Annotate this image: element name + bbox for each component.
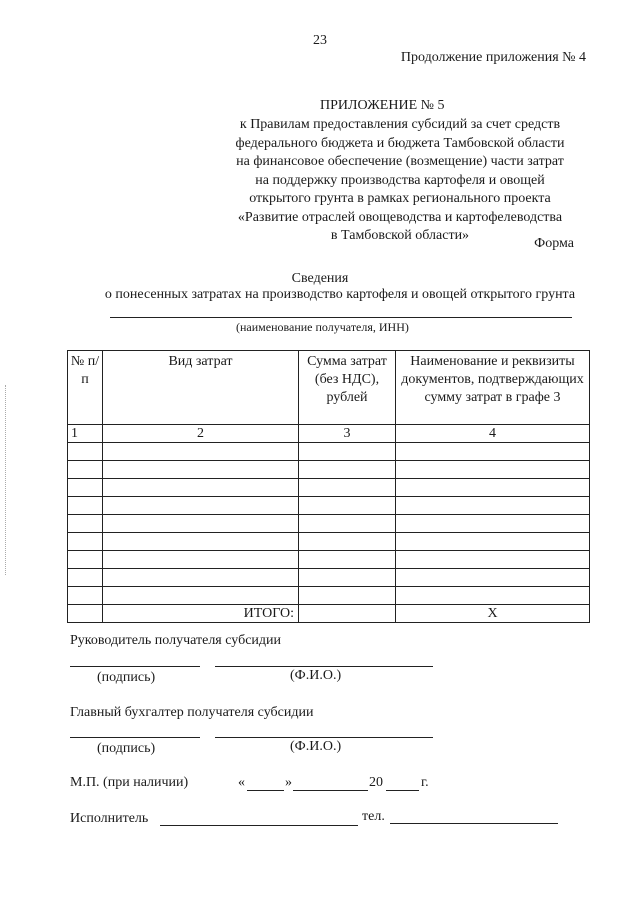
table-cell[interactable]: [103, 569, 299, 587]
appendix-title: ПРИЛОЖЕНИЕ № 5: [320, 98, 445, 113]
head-name-caption: (Ф.И.О.): [290, 668, 342, 683]
date-day-field[interactable]: [247, 790, 284, 791]
appendix-line: в Тамбовской области»: [330, 228, 470, 243]
appendix-description: [200, 116, 600, 246]
table-cell[interactable]: [68, 587, 103, 605]
table-cell[interactable]: [68, 551, 103, 569]
column-number: 4: [396, 425, 590, 443]
appendix-line: открытого грунта в рамках регионального проекта: [249, 191, 551, 206]
page-number: 23: [313, 33, 327, 48]
table-row: [68, 569, 590, 587]
table-cell[interactable]: [103, 443, 299, 461]
executor-label: Исполнитель: [70, 811, 149, 826]
head-signature-caption: (подпись): [97, 670, 156, 685]
table-row: [68, 443, 590, 461]
total-empty-cell: [68, 605, 103, 623]
appendix-line: на поддержку производства картофеля и овощей: [255, 172, 545, 188]
date-year-prefix: 20: [369, 775, 383, 790]
costs-table: [67, 350, 590, 623]
table-cell[interactable]: [68, 461, 103, 479]
document-title: Сведения: [291, 271, 349, 286]
date-month-field[interactable]: [293, 790, 368, 791]
head-signature-field[interactable]: [70, 666, 200, 667]
table-cell[interactable]: [103, 479, 299, 497]
total-row: [68, 605, 590, 623]
header-number: [68, 351, 103, 425]
total-docs-cell: Х: [396, 605, 590, 623]
table-cell[interactable]: [68, 569, 103, 587]
header-cost-type: [103, 351, 299, 425]
table-cell[interactable]: [396, 533, 590, 551]
accountant-signature-field[interactable]: [70, 737, 200, 738]
executor-field[interactable]: [160, 825, 358, 826]
table-cell[interactable]: [396, 461, 590, 479]
appendix-line: к Правилам предоставления субсидий за счет средств: [239, 117, 561, 132]
appendix-line: на финансовое обеспечение (возмещение) части затрат: [236, 154, 564, 169]
date-year-suffix: г.: [421, 775, 429, 790]
table-row: [68, 551, 590, 569]
table-cell[interactable]: [299, 443, 396, 461]
table-cell[interactable]: [68, 479, 103, 497]
table-cell[interactable]: [396, 497, 590, 515]
column-number: 1: [68, 425, 103, 443]
table-row: [68, 587, 590, 605]
binding-margin-marks: [5, 385, 6, 575]
accountant-signature-caption: (подпись): [97, 741, 156, 756]
document-subtitle: о понесенных затратах на производство картофеля и овощей открытого грунта: [104, 287, 576, 302]
table-cell[interactable]: [103, 551, 299, 569]
table-cell[interactable]: [299, 587, 396, 605]
phone-label: тел.: [362, 809, 385, 824]
table-cell[interactable]: [103, 533, 299, 551]
head-signature-label: Руководитель получателя субсидии: [70, 633, 282, 648]
recipient-name-field[interactable]: [110, 317, 572, 318]
column-number: 2: [103, 425, 299, 443]
table-row: [68, 497, 590, 515]
accountant-signature-label: Главный бухгалтер получателя субсидии: [70, 705, 314, 720]
phone-field[interactable]: [390, 823, 558, 824]
appendix-line: федерального бюджета и бюджета Тамбовской области: [235, 135, 565, 151]
total-sum-cell[interactable]: [299, 605, 396, 623]
table-cell[interactable]: [396, 443, 590, 461]
table-cell[interactable]: [396, 569, 590, 587]
continuation-note: Продолжение приложения № 4: [400, 50, 586, 65]
appendix-line: «Развитие отраслей овощеводства и картофелеводства: [237, 209, 563, 225]
table-cell[interactable]: [396, 587, 590, 605]
header-documents: [396, 351, 590, 425]
header-cost-type-text: Вид затрат: [168, 354, 233, 369]
table-cell[interactable]: [299, 551, 396, 569]
accountant-name-caption: (Ф.И.О.): [290, 739, 342, 754]
column-number-row: [68, 425, 590, 443]
table-cell[interactable]: [68, 515, 103, 533]
table-cell[interactable]: [68, 443, 103, 461]
header-documents-text: Наименование и реквизиты документов, подтверждающих сумму затрат в графе 3: [401, 354, 584, 405]
table-cell[interactable]: [299, 569, 396, 587]
stamp-label: М.П. (при наличии): [70, 775, 189, 790]
table-cell[interactable]: [299, 479, 396, 497]
table-cell[interactable]: [396, 551, 590, 569]
table-cell[interactable]: [299, 515, 396, 533]
table-cell[interactable]: [68, 533, 103, 551]
table-cell[interactable]: [103, 515, 299, 533]
table-row: [68, 461, 590, 479]
header-number-text: № п/п: [70, 354, 100, 387]
table-cell[interactable]: [396, 479, 590, 497]
date-open-quote: «: [238, 775, 245, 790]
table-cell[interactable]: [103, 497, 299, 515]
table-row: [68, 479, 590, 497]
table-header-row: [68, 351, 590, 425]
table-cell[interactable]: [103, 461, 299, 479]
table-cell[interactable]: [396, 515, 590, 533]
date-close-quote: »: [285, 775, 292, 790]
header-cost-sum: [299, 351, 396, 425]
table-cell[interactable]: [299, 461, 396, 479]
form-label: Форма: [534, 236, 574, 251]
table-cell[interactable]: [299, 497, 396, 515]
recipient-caption: (наименование получателя, ИНН): [236, 320, 409, 334]
accountant-name-field[interactable]: [215, 737, 433, 738]
head-name-field[interactable]: [215, 666, 433, 667]
date-year-field[interactable]: [386, 790, 419, 791]
table-cell[interactable]: [299, 533, 396, 551]
table-row: [68, 533, 590, 551]
table-cell[interactable]: [103, 587, 299, 605]
table-cell[interactable]: [68, 497, 103, 515]
total-label: ИТОГО:: [103, 605, 299, 623]
column-number: 3: [299, 425, 396, 443]
header-cost-sum-text: Сумма затрат (без НДС), рублей: [307, 354, 387, 405]
table-row: [68, 515, 590, 533]
